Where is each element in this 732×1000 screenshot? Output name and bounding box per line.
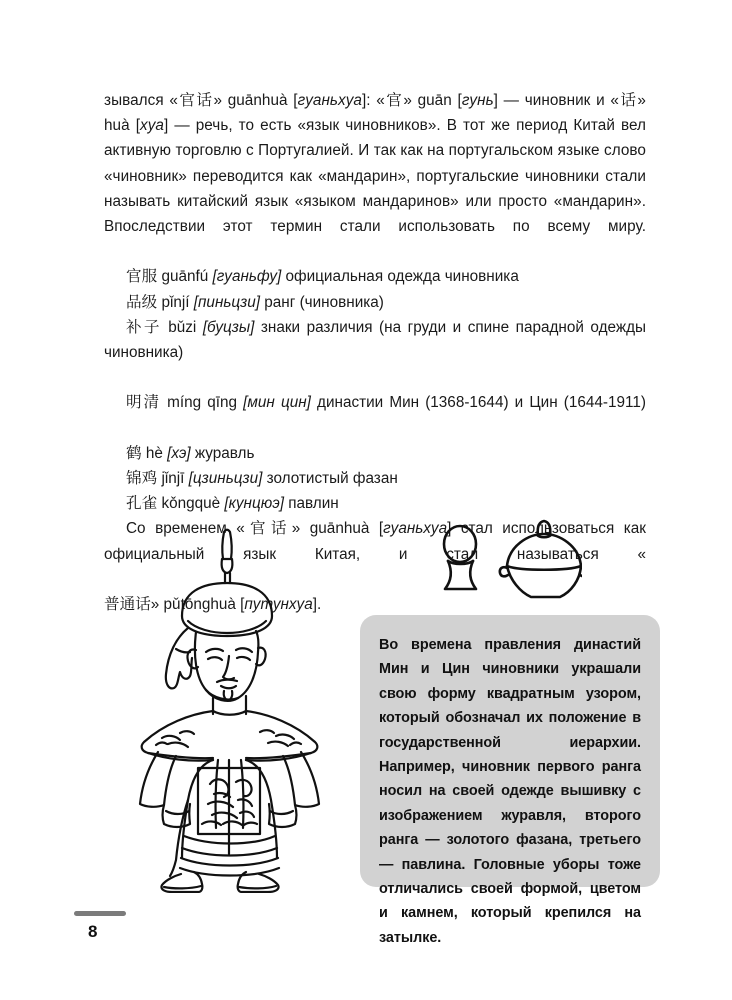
- left-eye-icon: [208, 657, 222, 660]
- glossary-entry-he: [104, 441, 646, 466]
- glossary-definition: знаки различия (на груди и спине парадной одежды чиновника): [104, 318, 646, 362]
- glossary-entry-guanfu: [104, 264, 646, 289]
- glossary-transcription: [гуаньфу]: [212, 268, 282, 286]
- glossary-hanzi: 锦鸡: [126, 469, 158, 488]
- qing-official-illustration: [118, 528, 343, 893]
- glossary-hanzi: 明清: [126, 393, 161, 412]
- glossary-transcription: [буцзы]: [202, 318, 255, 336]
- glossary-transcription: [цзиньцзи]: [188, 470, 263, 488]
- sash-right-icon: [241, 760, 243, 828]
- hat-finial-stem-icon: [225, 573, 230, 583]
- glossary-transcription: [пиньцзи]: [193, 293, 261, 311]
- glossary-pinyin: pǐnjí: [161, 293, 190, 311]
- cape-pattern-left-icon: [156, 731, 194, 747]
- hat-bowl-rim-icon: [507, 566, 581, 570]
- glossary-definition: официальная одежда чиновника: [285, 268, 519, 286]
- right-sleeve-icon: [283, 752, 319, 807]
- closing-italic-2: путунхуа: [244, 596, 313, 614]
- nose-icon: [223, 656, 234, 679]
- glossary-pinyin: míng qīng: [167, 394, 238, 412]
- hat-finial-bead-icon: [444, 526, 476, 562]
- glossary-pinyin: hè: [145, 444, 163, 462]
- glossary-transcription: [хэ]: [167, 444, 191, 462]
- right-eye-icon: [237, 657, 250, 660]
- page-number: 8: [88, 922, 98, 941]
- moustache-icon: [217, 680, 237, 682]
- glossary-pinyin: kǒngquè: [161, 495, 221, 513]
- glossary-pinyin: guānfú: [161, 268, 209, 286]
- official-hats-illustration: [432, 518, 582, 610]
- glossary-definition: павлин: [288, 495, 339, 513]
- robe-hem-band-3-icon: [181, 858, 278, 866]
- right-eyebrow-icon: [236, 648, 252, 652]
- cape-pattern-right-icon: [260, 730, 301, 746]
- glossary-definition: ранг (чиновника): [264, 293, 384, 311]
- closing-hanzi-1: 官话: [244, 519, 292, 538]
- glossary-transcription: [мин цин]: [243, 394, 311, 412]
- glossary-hanzi: 品级: [126, 292, 158, 311]
- glossary-transcription: [кунцюэ]: [224, 495, 284, 513]
- info-callout-text: Во времена правления династий Мин и Цин чиновники украшали свою форму квадратным узором, который обозначал их положение в государственной иерархии. Например, чиновник первого ранга носил на своей одежде вышивку с изображением журавля, второго ранга — золотого фазана, третьего — павлина. Головные уборы тоже отличались своей формой, цветом и камнем, который крепился на затылке.: [379, 637, 641, 946]
- hat-dome-icon: [507, 534, 581, 566]
- right-shoe-sole-icon: [239, 886, 276, 888]
- hat-knob-base-icon: [537, 535, 551, 537]
- glossary-pinyin: jǐnjī: [161, 470, 185, 488]
- glossary-pinyin: bǔzi: [168, 318, 197, 336]
- hat-finial-knob-icon: [222, 559, 233, 573]
- glossary-entry-kongque: [104, 491, 646, 516]
- closing-part-5: ].: [312, 596, 322, 614]
- hat-dome-icon: [182, 583, 272, 616]
- body-paragraph-1: [104, 88, 646, 264]
- hat-left-ear-icon: [500, 567, 508, 576]
- glossary-hanzi: 孔雀: [126, 494, 158, 513]
- info-callout-box: [360, 615, 660, 946]
- closing-part-4: » pǔtōnghuà [: [150, 596, 245, 614]
- side-drape-icon: [170, 800, 188, 876]
- glossary-definition: журавль: [194, 444, 255, 462]
- closing-italic-1: гуаньхуа: [383, 520, 448, 538]
- hat-spike-icon: [222, 530, 231, 559]
- closing-hanzi-2: 普通话: [104, 595, 151, 614]
- glossary-definition: золотистый фазан: [266, 470, 398, 488]
- glossary-entry-jinji: [104, 466, 646, 491]
- left-eyebrow-icon: [206, 649, 223, 652]
- glossary-hanzi: 官服: [126, 267, 158, 286]
- mouth-icon: [221, 686, 236, 688]
- footer-rule: [74, 911, 126, 916]
- closing-part-2: » guānhuà [: [291, 520, 384, 538]
- paragraph-1-text: зывался «官话» guānhuà [гуаньхуа]: «官» guān [гунь] — чиновник и «话» huà [хуа] — речь, то есть «язык чиновников». В тот же период Китай вел активную торговлю с Португалией. И так как на португальском языке слово «чиновник» переводится как «мандарин», португальские чиновники стали называть китайский язык «языком мандаринов» или просто «мандарин». Впоследствии этот термин стали использовать по всему миру.: [104, 91, 646, 236]
- glossary-hanzi: 补子: [126, 317, 162, 336]
- left-sleeve-icon: [140, 752, 176, 807]
- glossary-definition: династии Мин (1368-1644) и Цин (1644-1911): [317, 394, 647, 412]
- glossary-entry-buzi: [104, 315, 646, 391]
- hat-brim-inner-icon: [188, 621, 266, 633]
- glossary-entry-pinji: [104, 290, 646, 315]
- closing-part-1: Со временем «: [126, 520, 245, 538]
- glossary-hanzi: 鹤: [126, 443, 142, 462]
- left-shoe-sole-icon: [164, 886, 201, 888]
- glossary-entry-mingqing: [104, 390, 646, 440]
- closing-part-3: ] стал использоваться как официальный язык Китая, и стал называться «: [104, 520, 646, 563]
- cape-neck-icon: [213, 711, 246, 715]
